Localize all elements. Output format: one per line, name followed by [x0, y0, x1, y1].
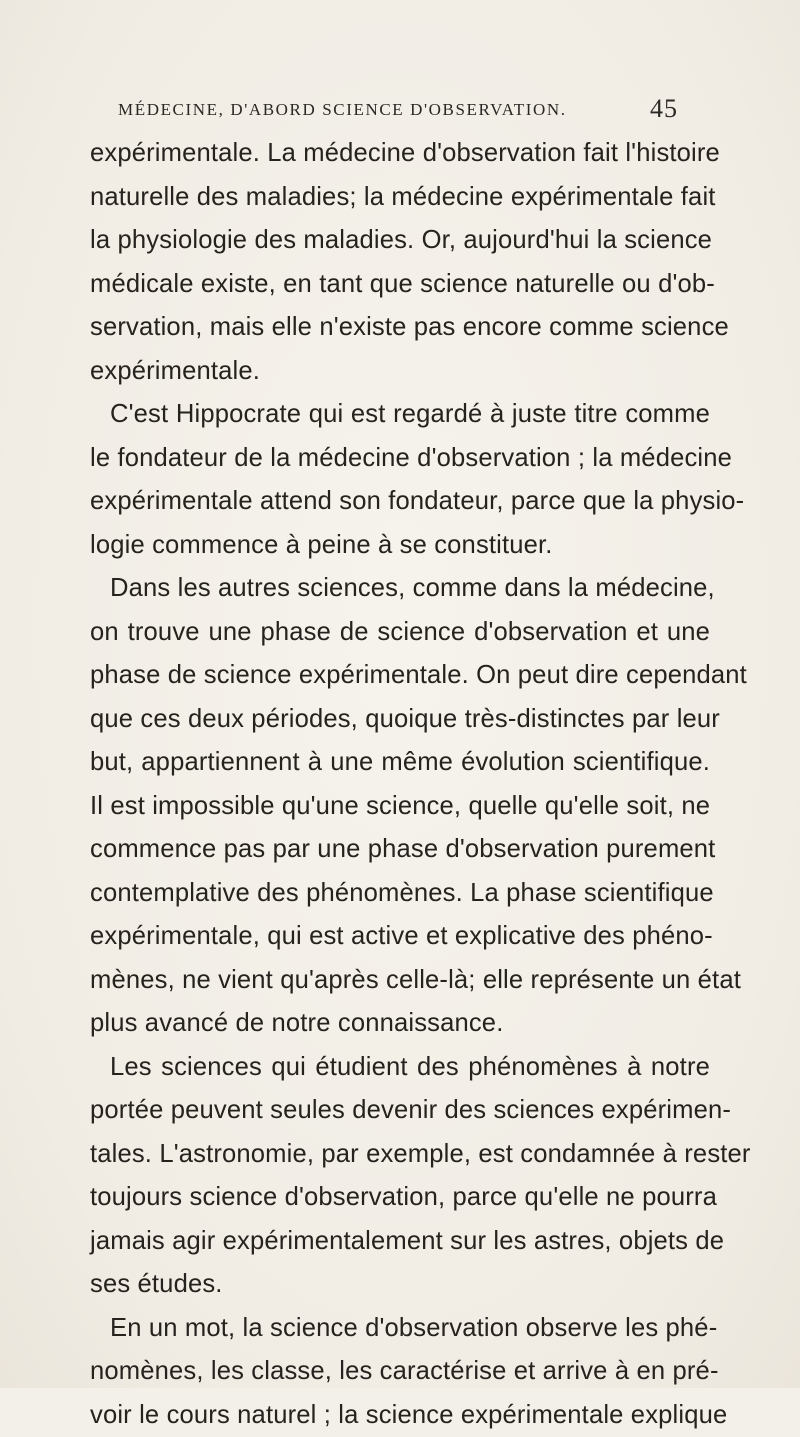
text-line: commence pas par une phase d'observation purement [90, 828, 710, 872]
text-line: logie commence à peine à se constituer. [90, 524, 710, 568]
text-line: contemplative des phénomènes. La phase scientifique [90, 872, 710, 916]
text-line: plus avancé de notre connaissance. [90, 1002, 710, 1046]
text-line: nomènes, les classe, les caractérise et arrive à en pré- [90, 1350, 710, 1394]
body-text [90, 132, 710, 1437]
text-line: médicale existe, en tant que science naturelle ou d'ob- [90, 263, 710, 307]
text-line: la physiologie des maladies. Or, aujourd'hui la science [90, 219, 710, 263]
text-line: tales. L'astronomie, par exemple, est condamnée à rester [90, 1133, 710, 1177]
paragraph-start-line: Les sciences qui étudient des phénomènes à notre [90, 1046, 710, 1090]
text-line: Il est impossible qu'une science, quelle qu'elle soit, ne [90, 785, 710, 829]
page-header [118, 100, 678, 120]
text-line: but, appartiennent à une même évolution scientifique. [90, 741, 710, 785]
text-line: voir le cours naturel ; la science expérimentale explique [90, 1394, 710, 1437]
running-head: MÉDECINE, D'ABORD SCIENCE D'OBSERVATION. [118, 100, 567, 120]
text-line: expérimentale, qui est active et explicative des phéno- [90, 915, 710, 959]
text-line: expérimentale. [90, 350, 710, 394]
text-line: portée peuvent seules devenir des sciences expérimen- [90, 1089, 710, 1133]
text-line: jamais agir expérimentalement sur les astres, objets de [90, 1220, 710, 1264]
text-line: on trouve une phase de science d'observation et une [90, 611, 710, 655]
text-line: toujours science d'observation, parce qu'elle ne pourra [90, 1176, 710, 1220]
page-number: 45 [650, 94, 678, 124]
text-line: le fondateur de la médecine d'observation ; la médecine [90, 437, 710, 481]
text-line: servation, mais elle n'existe pas encore comme science [90, 306, 710, 350]
text-line: expérimentale. La médecine d'observation fait l'histoire [90, 132, 710, 176]
paragraph-start-line: En un mot, la science d'observation observe les phé- [90, 1307, 710, 1351]
text-line: naturelle des maladies; la médecine expérimentale fait [90, 176, 710, 220]
text-line: ses études. [90, 1263, 710, 1307]
text-line: que ces deux périodes, quoique très-distinctes par leur [90, 698, 710, 742]
text-line: phase de science expérimentale. On peut dire cependant [90, 654, 710, 698]
text-line: expérimentale attend son fondateur, parce que la physio- [90, 480, 710, 524]
text-line: mènes, ne vient qu'après celle-là; elle représente un état [90, 959, 710, 1003]
paragraph-start-line: Dans les autres sciences, comme dans la médecine, [90, 567, 710, 611]
paragraph-start-line: C'est Hippocrate qui est regardé à juste titre comme [90, 393, 710, 437]
